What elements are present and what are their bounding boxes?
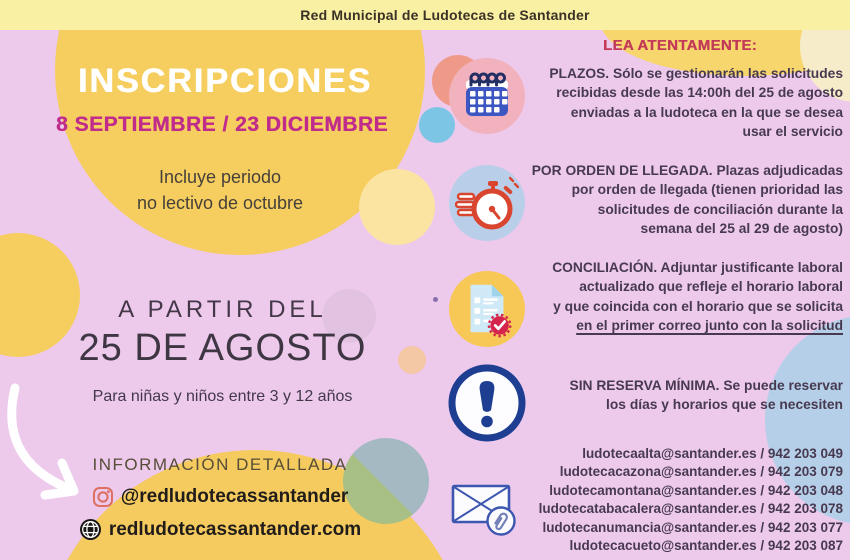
instagram-handle: @redludotecassantander [120, 486, 349, 507]
read-carefully-label: LEA ATENTAMENTE: [603, 37, 757, 54]
notice-sin-reserva [511, 376, 843, 415]
notice-line: actualizado que refleje el horario laboral [579, 279, 843, 295]
contact-line: ludotecanumancia@santander.es / 942 203 077 [542, 519, 843, 535]
date-range: 8 SEPTIEMBRE / 23 DICIEMBRE [55, 113, 389, 136]
notice-conciliacion [511, 258, 843, 336]
notice-line: solicitudes de conciliación durante la [597, 201, 843, 217]
contact-line: ludotecamontana@santander.es / 942 203 048 [549, 482, 843, 498]
ludoteca-contact-list [505, 445, 843, 555]
notice-line: y que coincida con el horario que se solicita [553, 298, 843, 314]
start-date: 25 DE AGOSTO [78, 327, 367, 369]
decor-dot [433, 297, 438, 302]
period-line: no lectivo de octubre [136, 193, 304, 213]
instagram-icon [92, 486, 114, 508]
contact-line: ludotecacazona@santander.es / 942 203 079 [559, 464, 843, 480]
start-label: A PARTIR DEL [118, 296, 327, 323]
notice-line: por orden de llegada (tienen prioridad las [571, 182, 843, 198]
decor-circle-graygreen [343, 438, 429, 524]
notice-line: POR ORDEN DE LLEGADA. Plazas adjudicadas [531, 163, 843, 178]
contact-line: ludotecaalta@santander.es / 942 203 049 [582, 446, 843, 461]
period-note [65, 164, 375, 216]
notice-line: SIN RESERVA MÍNIMA. Se puede reservar [569, 378, 843, 393]
header-bar [0, 0, 850, 30]
contact-line: ludotecatabacalera@santander.es / 942 203 078 [538, 501, 843, 517]
info-title: INFORMACIÓN DETALLADA [92, 455, 348, 474]
notice-line: los días y horarios que se necesiten [606, 397, 843, 413]
contact-line: ludotecacueto@santander.es / 942 203 087 [569, 538, 843, 554]
notice-orden-llegada [511, 161, 843, 239]
header-title: Red Municipal de Ludotecas de Santander [300, 7, 590, 23]
notice-line: semana del 25 al 29 de agosto) [640, 221, 843, 237]
audience-note: Para niñas y niños entre 3 y 12 años [92, 388, 353, 405]
notice-line: en el primer correo junto con la solicitud [576, 318, 843, 334]
globe-icon [79, 518, 102, 541]
notice-line: usar el servicio [742, 124, 843, 140]
decor-circle-sky [419, 107, 455, 143]
website-row [55, 518, 385, 541]
inscriptions-title: INSCRIPCIONES [77, 62, 373, 100]
notice-plazos [511, 64, 843, 142]
notice-line: enviadas a la ludoteca en la que se desea [570, 104, 843, 120]
notice-line: CONCILIACIÓN. Adjuntar justificante laboral [552, 260, 843, 275]
website-url: redludotecassantander.com [108, 518, 362, 540]
notice-line: recibidas desde las 14:00h del 25 de agosto [556, 85, 843, 101]
notice-line: PLAZOS. Sólo se gestionarán las solicitudes [549, 66, 843, 81]
period-line: Incluye periodo [158, 167, 282, 187]
instagram-row [55, 486, 385, 508]
